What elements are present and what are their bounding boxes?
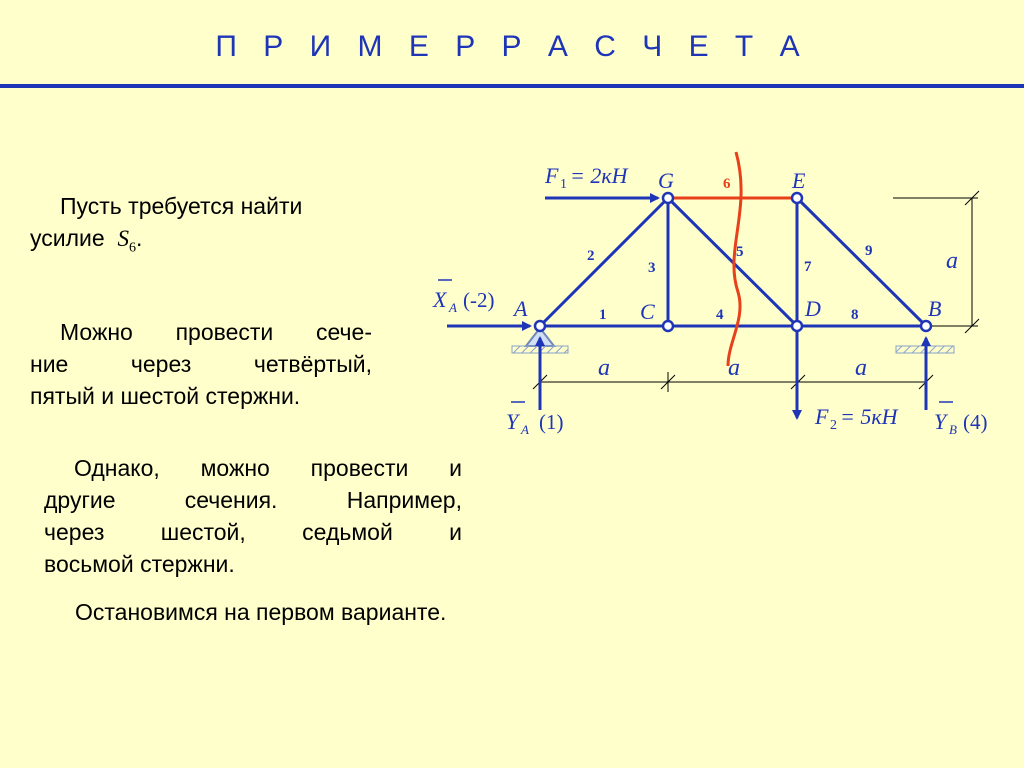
member-label-2: 2 [587,248,595,264]
ya-symbol: Y [506,409,519,434]
member-label-9: 9 [865,243,873,259]
joint-c [663,321,673,331]
member-label-4: 4 [716,307,724,323]
xa-value: (-2) [463,288,495,312]
p2-line3: пятый и шестой стержни. [30,383,301,409]
joint-e [792,193,802,203]
s6-symbol: S [117,226,129,251]
f2-subscript: 2 [830,418,837,433]
reaction-xa-label [432,280,494,315]
ya-value: (1) [539,410,564,434]
p3-line3: через шестой, седьмой и [44,519,462,545]
p3-line1: Однако, можно провести и [74,455,462,481]
p1-suffix: . [135,225,143,251]
member-label-7: 7 [804,259,812,275]
yb-subscript: B [949,422,957,437]
member-label-1: 1 [599,307,607,323]
page-title: П Р И М Е Р Р А С Ч Е Т А [215,30,809,63]
member-label-8: 8 [851,307,859,323]
node-label-d: D [805,296,821,321]
node-label-g: G [658,168,674,193]
f1-symbol: F [545,163,559,188]
xa-subscript: A [449,300,457,315]
p3-line4: восьмой стержни. [44,551,235,577]
reaction-yb-label [934,402,988,437]
reaction-ya-label [506,402,564,437]
node-label-c: C [640,299,655,324]
s6-subscript: 6 [128,240,136,256]
paragraph-conclusion: Остановимся на первом варианте. [75,599,447,625]
xa-symbol: X [433,287,447,312]
p2-line2: ние через четвёртый, [30,351,372,377]
f1-value: = 2кН [570,163,628,188]
joint-g [663,193,673,203]
force-f1-label [544,163,629,192]
p2-line1: Можно провести сече- [60,319,372,345]
dim-label-a2: a [728,355,740,381]
joint-a [535,321,545,331]
node-label-a: A [514,296,528,321]
ya-subscript: A [521,422,529,437]
dim-label-a1: a [598,355,610,381]
dim-label-a3: a [855,355,867,381]
node-label-e: E [792,168,806,193]
joint-b [921,321,931,331]
yb-value: (4) [963,410,988,434]
yb-symbol: Y [934,409,947,434]
force-f2-label [814,404,899,433]
f2-symbol: F [815,404,829,429]
p1-line1: Пусть требуется найти [60,193,303,219]
p1-prefix: усилие [30,225,105,251]
member-label-3: 3 [648,260,656,276]
p3-line2: другие сечения. Например, [44,487,462,513]
f1-subscript: 1 [560,177,567,192]
dim-label-a-vertical: a [946,248,958,274]
member-label-6: 6 [723,176,731,192]
member-label-5: 5 [736,244,744,260]
joint-d [792,321,802,331]
node-label-b: B [928,296,942,321]
f2-value: = 5кН [840,404,898,429]
